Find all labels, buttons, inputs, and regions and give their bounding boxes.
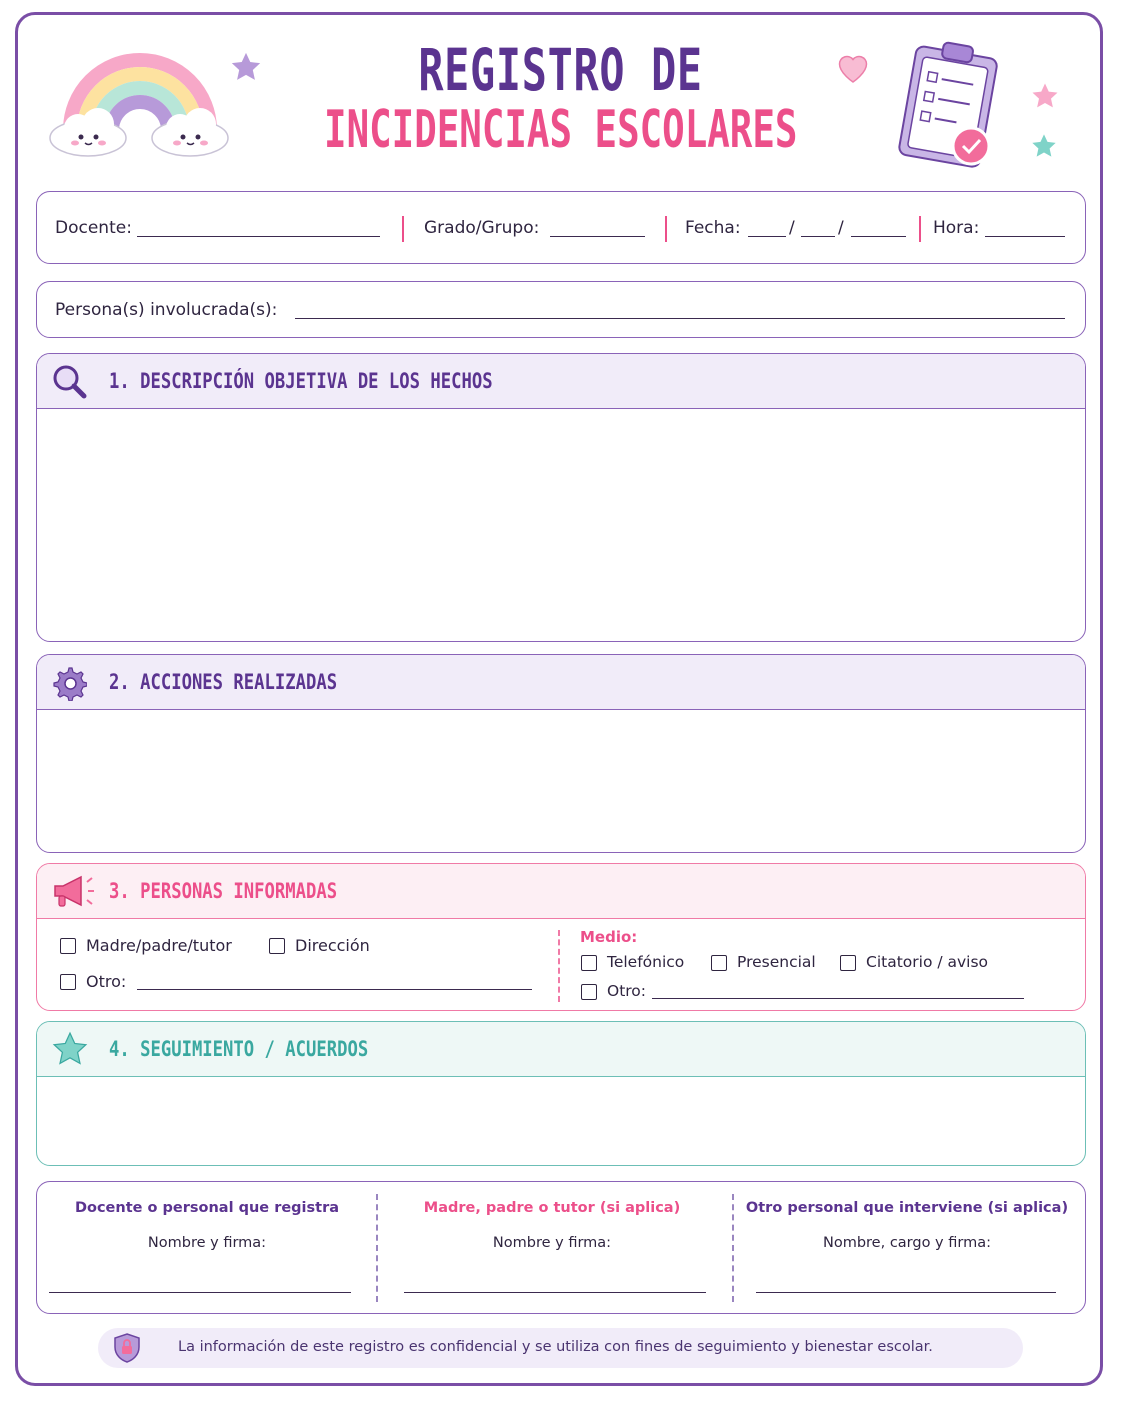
checkbox-direccion[interactable] (269, 938, 285, 954)
section-title: 1. DESCRIPCIÓN OBJETIVA DE LOS HECHOS (109, 369, 493, 393)
signature-col1-line[interactable] (49, 1292, 351, 1293)
divider (376, 1194, 378, 1302)
option-direccion-label: Dirección (295, 936, 370, 955)
section-header (37, 1022, 1085, 1077)
section-title: 2. ACCIONES REALIZADAS (109, 670, 338, 694)
checkbox-presencial[interactable] (711, 955, 727, 971)
megaphone-icon (49, 872, 97, 910)
divider (665, 216, 667, 242)
otro-field[interactable] (137, 989, 532, 990)
option-otro-label: Otro: (86, 972, 127, 991)
checkbox-medio-otro[interactable] (581, 984, 597, 1000)
lock-shield-icon (112, 1332, 142, 1364)
signature-col2-line[interactable] (404, 1292, 706, 1293)
star-icon (1030, 132, 1058, 160)
section-header (37, 864, 1085, 919)
footer-note-text: La información de este registro es confidencial y se utiliza con fines de seguimiento y bienestar escolar. (178, 1339, 933, 1355)
signature-col3-title: Otro personal que interviene (si aplica) (745, 1200, 1069, 1216)
divider (919, 216, 921, 242)
section-description (36, 353, 1086, 642)
signatures-box (36, 1181, 1086, 1314)
divider (402, 216, 404, 242)
fecha-separator: / (789, 218, 795, 238)
hora-field[interactable] (985, 236, 1065, 237)
fecha-label: Fecha: (685, 218, 741, 238)
medio-telefonico-label: Telefónico (607, 953, 685, 971)
section-title: 4. SEGUIMIENTO / ACUERDOS (109, 1037, 369, 1061)
checkbox-madre[interactable] (60, 938, 76, 954)
footer-note (98, 1328, 1023, 1368)
medio-presencial-label: Presencial (737, 953, 816, 971)
involved-field[interactable] (295, 318, 1065, 319)
hora-label: Hora: (933, 218, 980, 238)
fecha-day-field[interactable] (748, 236, 786, 237)
involved-label: Persona(s) involucrada(s): (55, 300, 278, 320)
section-actions (36, 654, 1086, 853)
clipboard-icon (893, 40, 1008, 174)
signature-col2-sub: Nombre y firma: (492, 1235, 612, 1251)
section-title: 3. PERSONAS INFORMADAS (109, 879, 338, 903)
section-header (37, 655, 1085, 710)
page-title-line1: REGISTRO DE (418, 36, 704, 104)
grado-field[interactable] (550, 236, 645, 237)
signature-col3-line[interactable] (756, 1292, 1056, 1293)
section-header (37, 354, 1085, 409)
fecha-year-field[interactable] (851, 236, 906, 237)
checkbox-citatorio[interactable] (840, 955, 856, 971)
divider (732, 1194, 734, 1302)
option-madre-label: Madre/padre/tutor (86, 936, 232, 955)
star-icon (51, 1030, 89, 1068)
grado-label: Grado/Grupo: (424, 218, 540, 238)
checkbox-telefonico[interactable] (581, 955, 597, 971)
signature-col1-title: Docente o personal que registra (74, 1200, 340, 1216)
medio-label: Medio: (580, 928, 638, 946)
docente-label: Docente: (55, 218, 132, 238)
gear-icon (51, 665, 87, 701)
followup-area[interactable] (37, 1078, 1085, 1165)
actions-area[interactable] (37, 711, 1085, 852)
info-row (36, 191, 1086, 264)
medio-otro-field[interactable] (652, 998, 1024, 999)
medio-otro-label: Otro: (607, 982, 647, 1000)
signature-col1-sub: Nombre y firma: (147, 1235, 267, 1251)
checkbox-otro[interactable] (60, 974, 76, 990)
search-icon (51, 363, 89, 401)
signature-col2-title: Madre, padre o tutor (si aplica) (423, 1200, 681, 1216)
docente-field[interactable] (137, 236, 380, 237)
involved-row (36, 281, 1086, 338)
medio-citatorio-label: Citatorio / aviso (866, 953, 989, 971)
fecha-separator: / (838, 218, 844, 238)
page-title-line2: INCIDENCIAS ESCOLARES (324, 100, 798, 160)
heart-icon (835, 50, 871, 84)
section-informed (36, 863, 1086, 1011)
section-followup (36, 1021, 1086, 1166)
signature-col3-sub: Nombre, cargo y firma: (822, 1235, 991, 1251)
fecha-month-field[interactable] (801, 236, 835, 237)
divider (558, 930, 560, 1002)
description-area[interactable] (37, 410, 1085, 641)
star-icon (1030, 81, 1060, 111)
